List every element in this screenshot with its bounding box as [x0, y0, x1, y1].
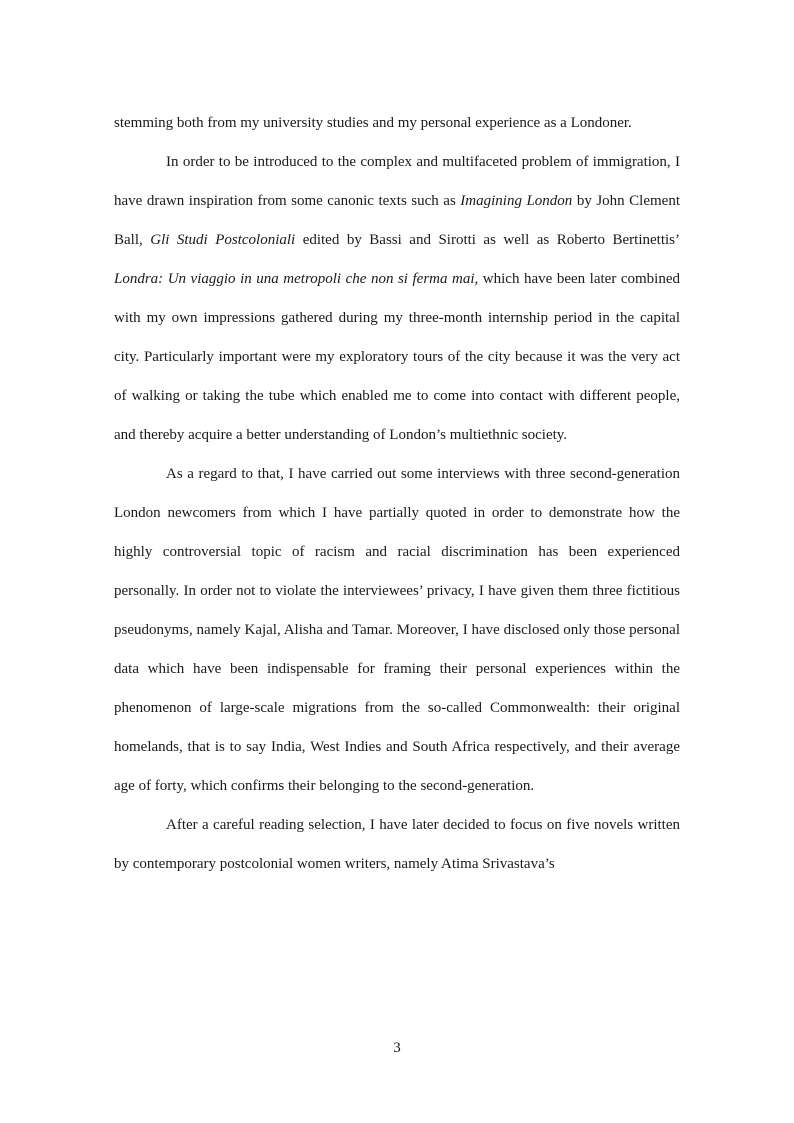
page-number: 3	[393, 1040, 401, 1056]
book-title-londra: Londra: Un viaggio in una metropoli che non si ferma mai,	[114, 271, 479, 287]
paragraph	[114, 455, 680, 806]
book-title-gli-studi-postcoloniali: Gli Studi Postcoloniali	[150, 232, 296, 248]
text-segment: edited by Bassi and Sirotti as well as Roberto Bertinettis’	[295, 232, 680, 248]
text-segment: In order to be introduced to the complex and multifaceted problem of immigration, I have drawn inspiration from some canonic texts such as	[114, 154, 680, 209]
page-body	[114, 104, 680, 884]
text-segment: After a careful reading selection, I have later decided to focus on five novels written by contemporary postcolonial women writers, namely Atima Srivastava’s	[114, 817, 680, 872]
book-title-imagining-london: Imagining London	[460, 193, 573, 209]
paragraph	[114, 104, 680, 143]
text-segment: which have been later combined with my own impressions gathered during my three-month internship period in the capital city. Particularly important were my exploratory tours of the city because it was the very act of walking or taking the tube which enabled me to come into contact with different people, and thereby acquire a better understanding of London’s multiethnic society.	[114, 271, 680, 443]
text-segment: stemming both from my university studies and my personal experience as a Londoner.	[114, 115, 632, 131]
text-segment: by John Clement Ball,	[114, 193, 680, 248]
paragraph	[114, 806, 680, 884]
text-segment: As a regard to that, I have carried out some interviews with three second-generation London newcomers from which I have partially quoted in order to demonstrate how the highly controversial topic of racism and racial discrimination has been experienced personally. In order not to violate the interviewees’ privacy, I have given them three fictitious pseudonyms, namely Kajal, Alisha and Tamar. Moreover, I have disclosed only those personal data which have been indispensable for framing their personal experiences within the phenomenon of large-scale migrations from the so-called Commonwealth: their original homelands, that is to say India, West Indies and South Africa respectively, and their average age of forty, which confirms their belonging to the second-generation.	[114, 466, 680, 794]
paragraph	[114, 143, 680, 455]
